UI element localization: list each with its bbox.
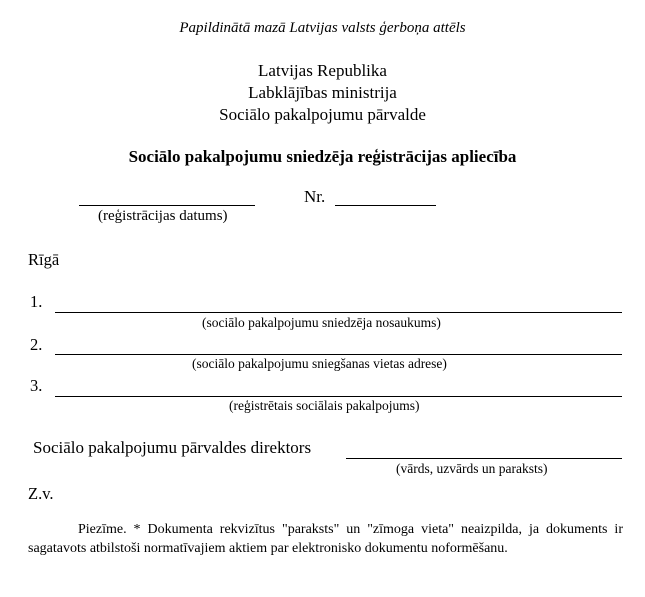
registration-number-label: Nr.	[304, 187, 326, 206]
field-2-caption: (sociālo pakalpojumu sniegšanas vietas adrese)	[192, 356, 447, 371]
field-1-line	[55, 312, 622, 313]
field-3-caption: (reģistrētais sociālais pakalpojums)	[229, 398, 420, 413]
stamp-place: Z.v.	[28, 484, 54, 503]
emblem-caption: Papildinātā mazā Latvijas valsts ģerboņa attēls	[179, 20, 466, 36]
registration-number-line	[335, 205, 436, 206]
field-2-number: 2.	[30, 335, 43, 354]
signature-caption: (vārds, uzvārds un paraksts)	[396, 461, 548, 476]
director-label: Sociālo pakalpojumu pārvaldes direktors	[33, 438, 312, 457]
place-of-issue: Rīgā	[28, 250, 60, 269]
field-1-number: 1.	[30, 292, 43, 311]
registration-date-line	[79, 205, 255, 206]
field-3-line	[55, 396, 622, 397]
signature-line	[346, 458, 622, 459]
field-1-caption: (sociālo pakalpojumu sniedzēja nosaukums)	[202, 315, 441, 330]
registration-date-caption: (reģistrācijas datums)	[98, 208, 228, 224]
org-department: Sociālo pakalpojumu pārvalde	[219, 105, 426, 124]
document-title: Sociālo pakalpojumu sniedzēja reģistrācijas apliecība	[128, 147, 517, 166]
org-ministry: Labklājības ministrija	[248, 83, 397, 102]
field-3-number: 3.	[30, 376, 43, 395]
field-2-line	[55, 354, 622, 355]
footnote: Piezīme. * Dokumenta rekvizītus "paraksts" un "zīmoga vieta" neaizpilda, ja dokuments ir sagatavots atbilstoši normatīvajiem aktiem par elektronisko dokumentu noformēšanu.	[28, 522, 623, 556]
org-republic: Latvijas Republika	[258, 61, 387, 80]
